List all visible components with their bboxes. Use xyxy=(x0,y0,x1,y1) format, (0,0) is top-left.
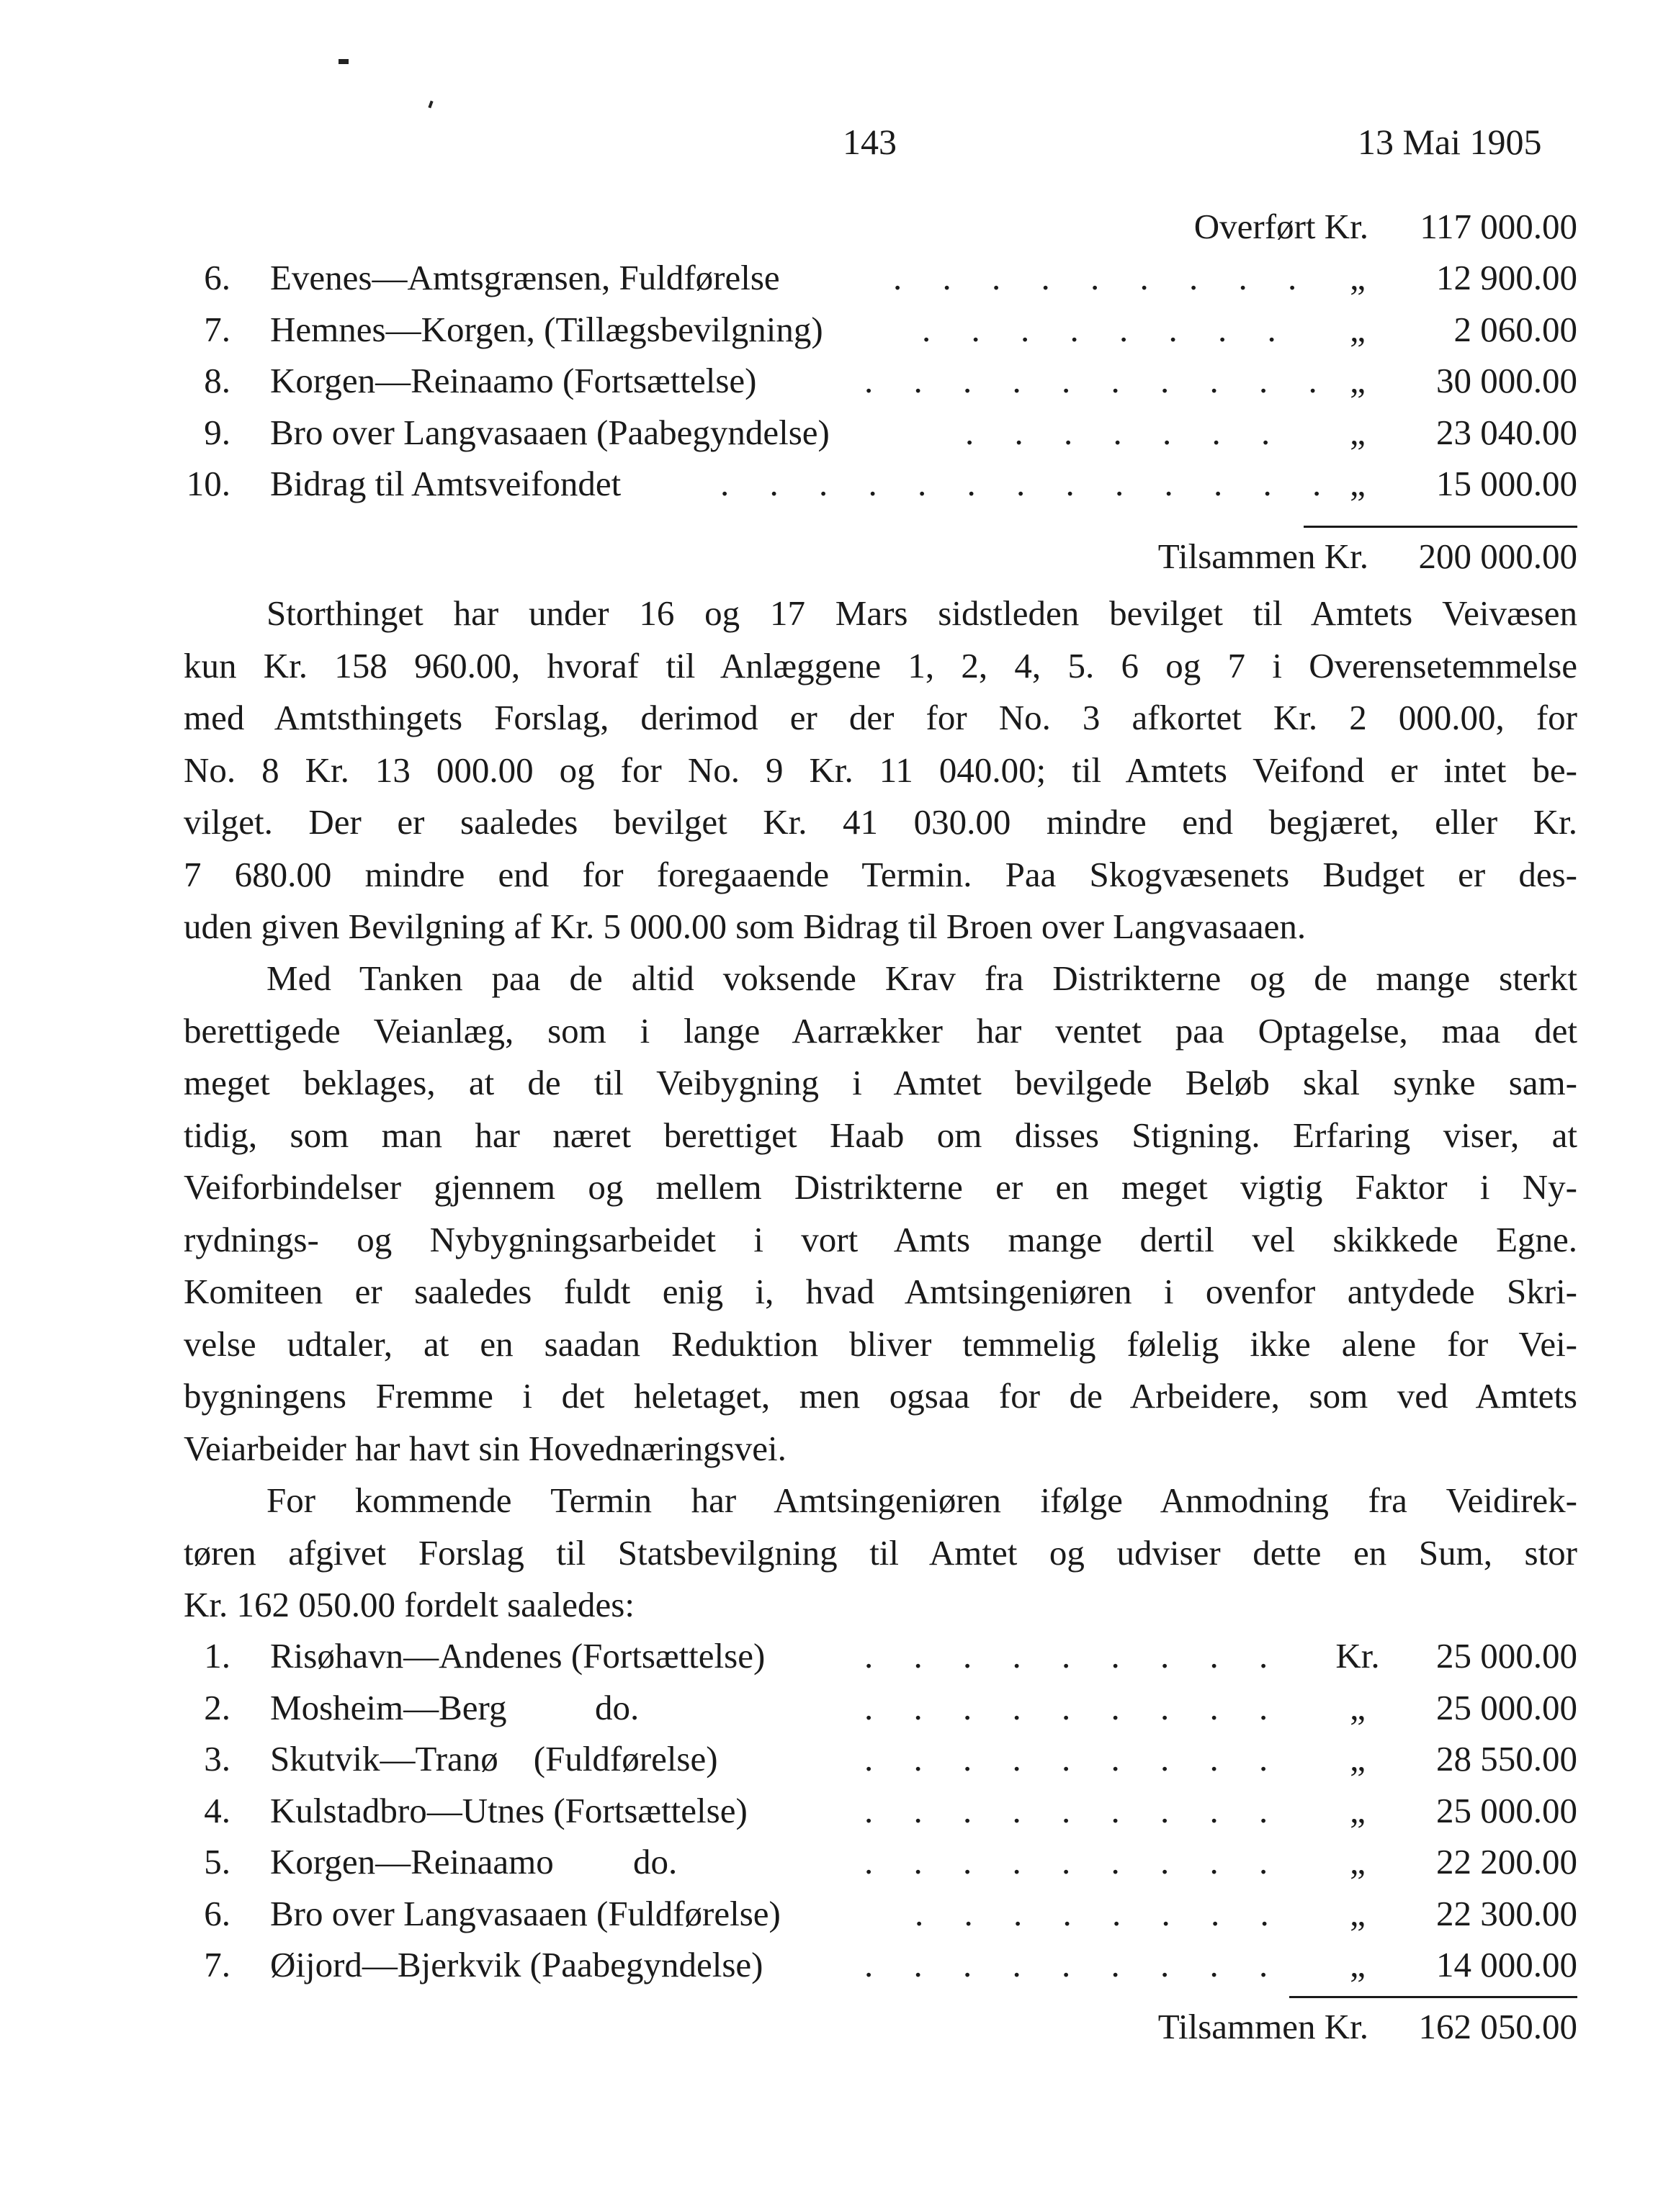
currency-mark: „ xyxy=(1350,1842,1366,1881)
total-label: Tilsammen Kr. xyxy=(1157,2007,1368,2046)
leader-dots: . . . . . . . . . . xyxy=(864,361,1333,400)
paragraph-appropriation xyxy=(184,588,1577,953)
text-line: kun Kr. 158 960.00, hvoraf til Anlæggene 1, 2, 4, 5. 6 og 7 i Overensetemmelse xyxy=(184,645,1577,685)
leader-dots: . . . . . . . . . xyxy=(864,1739,1284,1779)
list-item xyxy=(173,1785,1577,1837)
text-line: No. 8 Kr. 13 000.00 og for No. 9 Kr. 11 040.00; til Amtets Veifond er intet be- xyxy=(184,750,1577,790)
item-label: Øijord—Bjerkvik (Paabegyndelse) xyxy=(270,1945,763,1984)
list-item xyxy=(173,458,1577,510)
item-amount: 22 200.00 xyxy=(1436,1842,1577,1881)
item-label: Bro over Langvasaaen (Paabegyndelse) xyxy=(270,412,830,452)
ink-speck xyxy=(339,59,349,64)
paragraph-proposal xyxy=(184,1475,1577,1632)
item-label: Kulstadbro—Utnes (Fortsættelse) xyxy=(270,1790,748,1830)
list-item xyxy=(173,1682,1577,1734)
currency-mark: „ xyxy=(1350,1790,1366,1830)
text-line: Storthinget har under 16 og 17 Mars sidstleden bevilget til Amtets Veivæsen xyxy=(266,593,1577,633)
list-item xyxy=(173,1630,1577,1682)
carried-forward-amount: 117 000.00 xyxy=(1420,207,1577,246)
text-line: tøren afgivet Forslag til Statsbevilgning til Amtet og udviser dette en Sum, stor xyxy=(184,1532,1577,1573)
item-label: Bidrag til Amtsveifondet xyxy=(270,464,622,503)
text-line: uden given Bevilgning af Kr. 5 000.00 som Bidrag til Broen over Langvasaaen. xyxy=(184,907,1307,946)
item-number: 9. xyxy=(204,412,230,452)
item-amount: 14 000.00 xyxy=(1436,1945,1577,1984)
currency-mark: Kr. xyxy=(1335,1636,1380,1676)
leader-dots: . . . . . . . . xyxy=(915,1893,1285,1933)
item-amount: 25 000.00 xyxy=(1436,1636,1577,1676)
item-number: 1. xyxy=(204,1636,230,1676)
item-number: 2. xyxy=(204,1687,230,1727)
item-number: 3. xyxy=(204,1739,230,1779)
item-label: Hemnes—Korgen, (Tillægsbevilgning) xyxy=(270,309,823,349)
leader-dots: . . . . . . . . . xyxy=(864,1687,1284,1727)
item-number: 7. xyxy=(204,309,230,349)
text-line: vilget. Der er saaledes bevilget Kr. 41 030.00 mindre end begjæret, eller Kr. xyxy=(184,802,1577,842)
total-rule xyxy=(1304,526,1577,528)
item-number: 5. xyxy=(204,1842,230,1881)
item-number: 7. xyxy=(204,1945,230,1984)
currency-mark: „ xyxy=(1350,1893,1366,1933)
list-item xyxy=(173,1939,1577,1991)
total-rule xyxy=(1289,1996,1577,1998)
item-label: Mosheim—Berg do. xyxy=(270,1687,640,1727)
text-line: bygningens Fremme i det heletaget, men ogsaa for de Arbeidere, som ved Amtets xyxy=(184,1376,1577,1416)
currency-mark: „ xyxy=(1350,258,1366,297)
text-line: Med Tanken paa de altid voksende Krav fra Distrikterne og de mange sterkt xyxy=(266,958,1577,998)
list-item xyxy=(173,407,1577,459)
item-amount: 12 900.00 xyxy=(1436,258,1577,297)
list-item xyxy=(173,355,1577,407)
item-amount: 23 040.00 xyxy=(1436,412,1577,452)
text-line: velse udtaler, at en saadan Reduktion bliver temmelig følelig ikke alene for Vei- xyxy=(184,1323,1577,1364)
item-amount: 25 000.00 xyxy=(1436,1790,1577,1830)
item-number: 6. xyxy=(204,258,230,297)
total-label: Tilsammen Kr. xyxy=(1157,536,1368,576)
list-item xyxy=(173,1733,1577,1785)
text-line: berettigede Veianlæg, som i lange Aarrækker har ventet paa Optagelse, maa det xyxy=(184,1010,1577,1051)
text-line: rydnings- og Nybygningsarbeidet i vort Amts mange dertil vel skikkede Egne. xyxy=(184,1219,1577,1259)
currency-mark: „ xyxy=(1350,1687,1366,1727)
currency-mark: „ xyxy=(1350,309,1366,349)
text-line: Komiteen er saaledes fuldt enig i, hvad Amtsingeniøren i ovenfor antydede Skri- xyxy=(184,1272,1577,1311)
leader-dots: . . . . . . . xyxy=(965,412,1286,452)
currency-mark: „ xyxy=(1350,464,1366,503)
item-amount: 25 000.00 xyxy=(1436,1687,1577,1727)
currency-mark: „ xyxy=(1350,1739,1366,1779)
list-item xyxy=(173,252,1577,304)
total-amount: 162 050.00 xyxy=(1418,2007,1577,2046)
item-amount: 22 300.00 xyxy=(1436,1893,1577,1933)
leader-dots: . . . . . . . . . xyxy=(864,1842,1284,1881)
list-item xyxy=(173,1836,1577,1888)
leader-dots: . . . . . . . . . xyxy=(893,258,1313,297)
item-amount: 15 000.00 xyxy=(1436,464,1577,503)
item-number: 10. xyxy=(186,464,230,503)
item-amount: 30 000.00 xyxy=(1436,361,1577,400)
item-label: Skutvik—Tranø (Fuldførelse) xyxy=(270,1739,718,1779)
leader-dots: . . . . . . . . . . . . . xyxy=(720,464,1337,503)
text-line: med Amtsthingets Forslag, derimod er der for No. 3 afkortet Kr. 2 000.00, for xyxy=(184,698,1577,737)
item-label: Evenes—Amtsgrænsen, Fuldførelse xyxy=(270,258,780,297)
text-line: Veiforbindelser gjennem og mellem Distrikterne er en meget vigtig Faktor i Ny- xyxy=(184,1167,1577,1207)
leader-dots: . . . . . . . . . xyxy=(864,1790,1284,1830)
total-row xyxy=(173,531,1577,583)
leader-dots: . . . . . . . . xyxy=(922,309,1292,349)
text-line: 7 680.00 mindre end for foregaaende Termin. Paa Skogvæsenets Budget er des- xyxy=(184,854,1577,894)
total-amount: 200 000.00 xyxy=(1418,536,1577,576)
currency-mark: „ xyxy=(1350,1945,1366,1984)
item-amount: 2 060.00 xyxy=(1453,309,1577,349)
item-label: Korgen—Reinaamo (Fortsættelse) xyxy=(270,361,757,400)
item-label: Korgen—Reinaamo do. xyxy=(270,1842,678,1881)
carried-forward-row xyxy=(173,201,1577,253)
list-item xyxy=(173,1888,1577,1940)
item-label: Risøhavn—Andenes (Fortsættelse) xyxy=(270,1636,766,1676)
page-number: 143 xyxy=(843,122,897,162)
leader-dots: . . . . . . . . . xyxy=(864,1636,1284,1676)
item-amount: 28 550.00 xyxy=(1436,1739,1577,1779)
item-label: Bro over Langvasaaen (Fuldførelse) xyxy=(270,1893,781,1933)
ink-speck xyxy=(428,101,433,109)
leader-dots: . . . . . . . . . xyxy=(864,1945,1284,1984)
item-number: 6. xyxy=(204,1893,230,1933)
carried-forward-label: Overført Kr. xyxy=(1193,207,1368,246)
text-line: meget beklages, at de til Veibygning i Amtet bevilgede Beløb skal synke sam- xyxy=(184,1063,1577,1102)
page-date: 13 Mai 1905 xyxy=(1358,122,1542,162)
text-line: tidig, som man har næret berettiget Haab om disses Stigning. Erfaring viser, at xyxy=(184,1115,1577,1155)
list-item xyxy=(173,304,1577,356)
currency-mark: „ xyxy=(1350,361,1366,400)
item-number: 4. xyxy=(204,1790,230,1830)
paragraph-committee xyxy=(184,953,1577,1475)
item-number: 8. xyxy=(204,361,230,400)
currency-mark: „ xyxy=(1350,412,1366,452)
text-line: Veiarbeider har havt sin Hovednæringsvei. xyxy=(184,1428,787,1468)
text-line: Kr. 162 050.00 fordelt saaledes: xyxy=(184,1585,635,1624)
text-line: For kommende Termin har Amtsingeniøren ifølge Anmodning fra Veidirek- xyxy=(266,1480,1577,1520)
total-row xyxy=(173,2001,1577,2053)
